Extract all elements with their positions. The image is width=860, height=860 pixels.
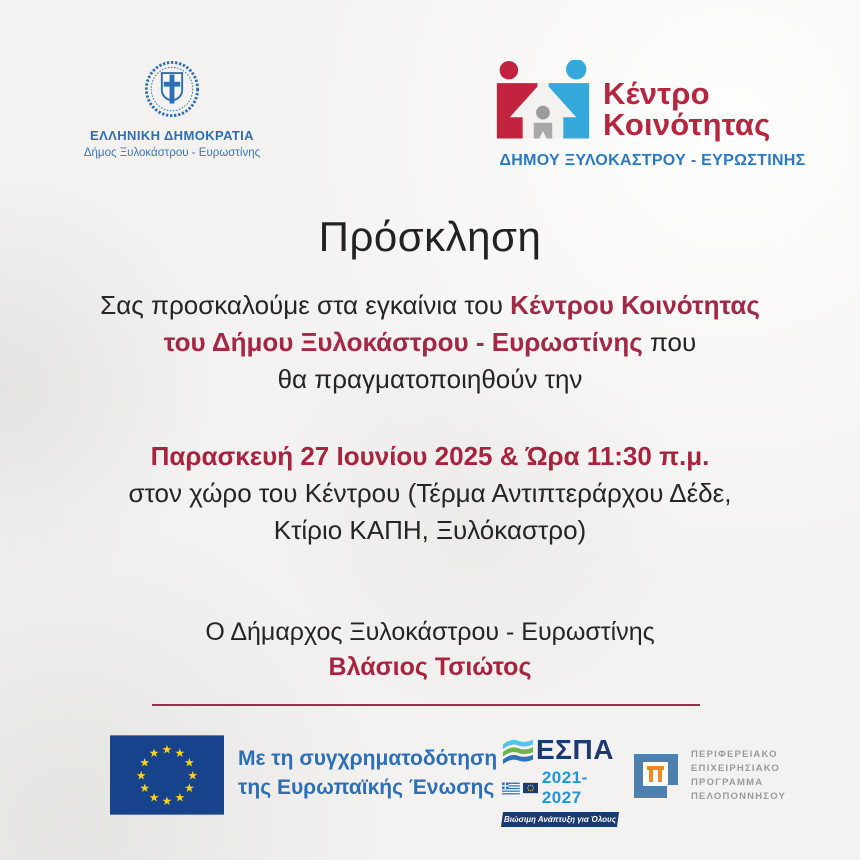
hellenic-republic-emblem-icon [143,60,201,120]
hellenic-republic-block [72,60,272,159]
community-center-title: Κέντρο Κοινότητας [603,76,771,142]
espa-logo [502,736,618,827]
espa-years: 2021-2027 [541,768,588,807]
paragraph-text: θα πραγματοποιηθούν την [277,364,583,394]
event-datetime: Παρασκευή 27 Ιουνίου 2025 & Ώρα 11:30 π.μ. [150,441,710,471]
espa-wordmark: ΕΣΠΑ [536,734,614,765]
svg-text:★: ★ [174,745,186,760]
paragraph-text: που [642,327,697,357]
paragraph-text: Σας προσκαλούμε στα εγκαίνια του [100,290,511,320]
svg-text:★: ★ [161,794,173,809]
invitation-paragraph [50,287,810,398]
greek-flag-icon [502,782,520,795]
municipality-highlight: του Δήμου Ξυλοκάστρου - Ευρωστίνης [163,327,643,357]
municipality-name: Δήμος Ξυλοκάστρου - Ευρωστίνης [83,147,261,159]
svg-text:★: ★ [139,781,151,796]
peloponnese-programme-logo [633,748,786,804]
eu-flag-icon [110,735,224,815]
mayor-title: Ο Δήμαρχος Ξυλοκάστρου - Ευρωστίνης [205,618,655,646]
community-center-subtitle: ΔΗΜΟΥ ΞΥΛΟΚΑΣΤΡΟΥ - ΕΥΡΩΣΤΙΝΗΣ [499,152,806,169]
svg-text:★: ★ [187,768,199,783]
footer-divider [152,704,700,706]
mayor-name: Βλάσιος Τσιώτος [328,653,532,681]
hellenic-republic-title: ΕΛΛΗΝΙΚΗ ΔΗΜΟΚΡΑΤΙΑ [90,128,254,143]
svg-text:★: ★ [148,745,160,760]
svg-text:★: ★ [174,790,186,805]
espa-waves-icon [502,736,534,766]
svg-text:★: ★ [183,781,195,796]
signature-block [50,615,810,685]
eu-cofinancing-text: Με τη συγχρηματοδότηση της Ευρωπαϊκής Ένωσης [238,747,498,799]
community-center-logo-block [495,60,810,170]
svg-text:★: ★ [135,768,147,783]
invitation-title: Πρόσκληση [318,213,542,260]
family-house-icon [495,60,591,145]
center-name-highlight: Κέντρου Κοινότητας [510,290,760,320]
svg-text:★: ★ [148,790,160,805]
event-location: Κτίριο ΚΑΠΗ, Ξυλόκαστρο) [273,515,587,545]
event-details [50,438,810,549]
eu-mini-flag-icon [523,782,538,794]
svg-text:★: ★ [161,742,173,757]
svg-text:★: ★ [139,755,151,770]
espa-tagline-banner: Βιώσιμη Ανάπτυξη για Όλους [501,812,619,827]
peloponnese-programme-text: ΠΕΡΙΦΕΡΕΙΑΚΟ ΕΠΙΧΕΙΡΗΣΙΑΚΟ ΠΡΟΓΡΑΜΜΑ ΠΕΛΟΠΟΝΝΗΣΟΥ [691,749,787,802]
event-location: στον χώρο του Κέντρου (Τέρμα Αντιπτεράρχου Δέδε, [128,478,732,508]
peloponnese-pi-icon [633,753,679,799]
svg-text:★: ★ [183,755,195,770]
